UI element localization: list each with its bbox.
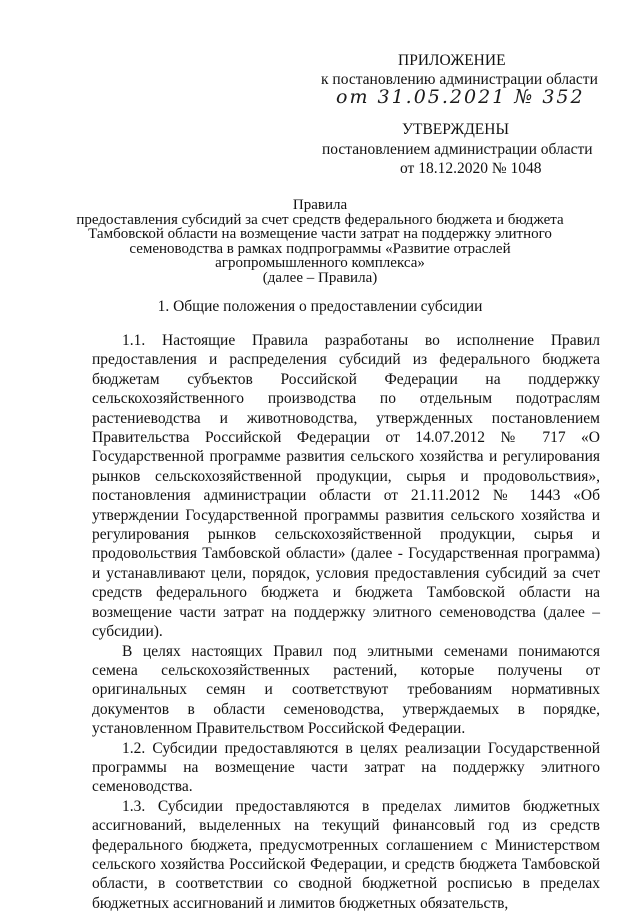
handwritten-date: от 31.05.2021 № 352 — [336, 86, 585, 108]
appendix-reference: к постановлению администрации области — [321, 71, 598, 88]
title-line: семеноводства в рамках подпрограммы «Развитие отраслей — [129, 240, 511, 257]
section-heading: 1. Общие положения о предоставлении субсидии — [157, 298, 483, 315]
approved-by: постановлением администрации области — [322, 141, 593, 158]
approved-title: УТВЕРЖДЕНЫ — [402, 121, 509, 138]
document-body — [92, 331, 600, 913]
title-word: Правила — [292, 197, 348, 213]
appendix-title: ПРИЛОЖЕНИЕ — [398, 52, 506, 69]
title-line: предоставления субсидий за счет средств федерального бюджета и бюджета — [76, 211, 564, 228]
paragraph-1-2: 1.2. Субсидии предоставляются в целях реализации Государственной программы на возмещение части затрат на поддержку элитного семеноводства. — [92, 739, 600, 796]
paragraph-1-1: 1.1. Настоящие Правила разработаны во исполнение Правил предоставления и распределения субсидий из федерального бюджета бюджетам субъектов Российской Федерации на поддержку сельскохозяйственного производства по отдельным подотраслям растениеводства и животноводства, утвержденных постановлением Правительства Российской Федерации от 14.07.2012 № 717 «О Государственной программе развития сельского хозяйства и регулирования рынков сельскохозяйственной продукции, сырья и продовольствия», постановления администрации области от 21.11.2012 № 1443 «Об утверждении Государственной программы развития сельского хозяйства и регулирования рынков сельскохозяйственной продукции, сырья и продовольствия Тамбовской области» (далее - Государственная программа) и устанавливают цели, порядок, условия предоставления субсидий за счет средств федерального бюджета и бюджета Тамбовской области на возмещение части затрат на поддержку элитного семеноводства (далее – субсидии). — [92, 332, 600, 641]
title-line: Тамбовской области на возмещение части затрат на поддержку элитного — [88, 226, 552, 242]
title-line: (далее – Правила) — [262, 269, 378, 286]
paragraph-elite-seeds: В целях настоящих Правил под элитными семенами понимаются семена сельскохозяйственных растений, которые получены от оригинальных семян и соответствуют требованиям нормативных документов в области семеноводства, утверждаемых в порядке, установленном Правительством Российской Федерации. — [92, 642, 600, 738]
paragraph-1-3: 1.3. Субсидии предоставляются в пределах лимитов бюджетных ассигнований, выделенных на текущий финансовый год из средств федерального бюджета, предусмотренных соглашением с Министерством сельского хозяйства Российской Федерации, и средств бюджета Тамбовской области, в соответствии со сводной бюджетной росписью в пределах бюджетных ассигнований и лимитов бюджетных обязательств, — [92, 797, 600, 912]
title-line: агропромышленного комплекса» — [215, 255, 425, 271]
document-title — [60, 198, 580, 285]
approved-date: от 18.12.2020 № 1048 — [400, 160, 542, 177]
